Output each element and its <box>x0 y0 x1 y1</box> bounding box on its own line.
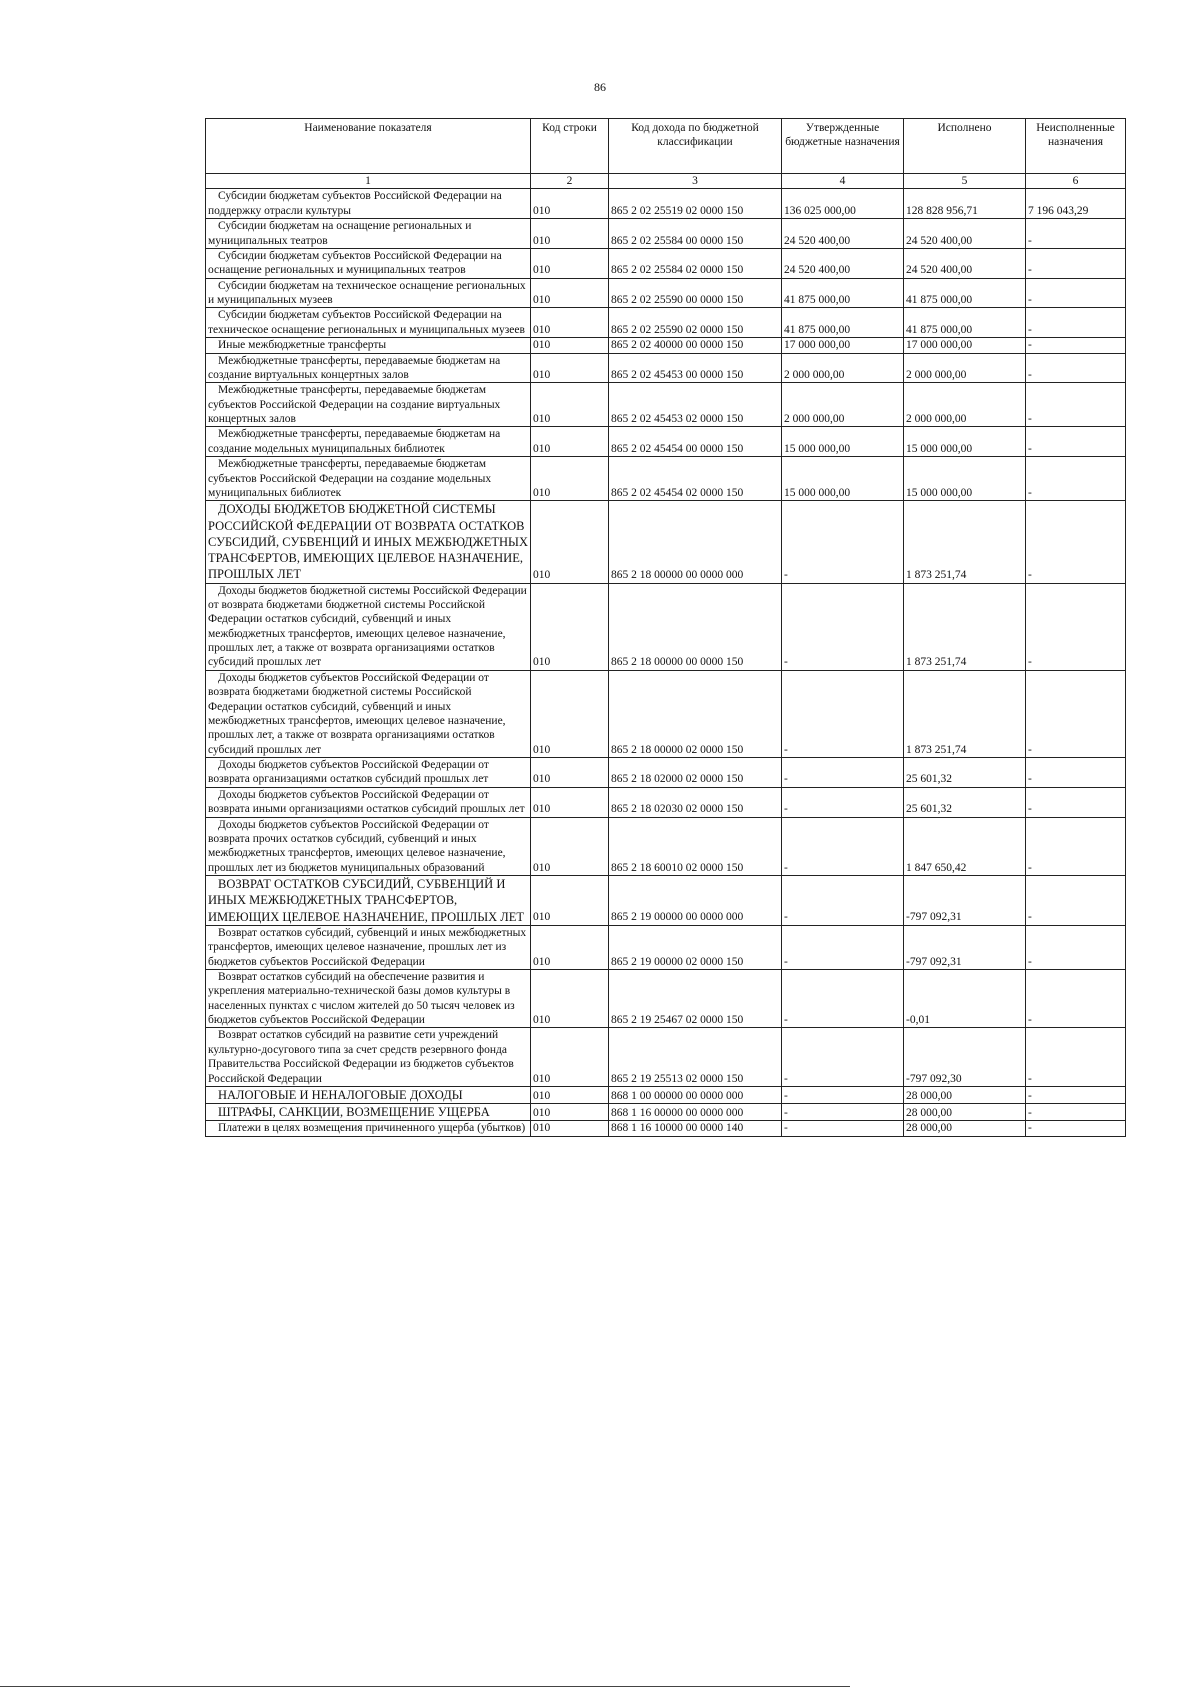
header-row <box>206 119 1126 174</box>
row-executed: 41 875 000,00 <box>904 278 1026 308</box>
row-kbk: 868 1 16 00000 00 0000 000 <box>609 1104 782 1121</box>
row-code: 010 <box>531 308 609 338</box>
row-approved: - <box>782 787 904 817</box>
row-executed: 1 873 251,74 <box>904 670 1026 757</box>
header-name: Наименование показателя <box>206 119 531 174</box>
row-approved: - <box>782 925 904 969</box>
row-executed: 24 520 400,00 <box>904 248 1026 278</box>
row-approved: - <box>782 876 904 926</box>
row-approved: - <box>782 1104 904 1121</box>
table-row <box>206 1086 1126 1103</box>
header-kbk: Код дохода по бюджетной классификации <box>609 119 782 174</box>
row-name: ДОХОДЫ БЮДЖЕТОВ БЮДЖЕТНОЙ СИСТЕМЫ РОССИЙСКОЙ ФЕДЕРАЦИИ ОТ ВОЗВРАТА ОСТАТКОВ СУБСИДИЙ, СУБВЕНЦИЙ И ИНЫХ МЕЖБЮДЖЕТНЫХ ТРАНСФЕРТОВ, ИМЕЮЩИХ ЦЕЛЕВОЕ НАЗНАЧЕНИЕ, ПРОШЛЫХ ЛЕТ <box>206 501 531 583</box>
row-executed: -797 092,30 <box>904 1028 1026 1087</box>
row-unexecuted: - <box>1026 670 1126 757</box>
row-approved: 15 000 000,00 <box>782 457 904 501</box>
row-approved: - <box>782 670 904 757</box>
row-code: 010 <box>531 427 609 457</box>
row-code: 010 <box>531 457 609 501</box>
column-number: 5 <box>904 174 1026 189</box>
row-approved: 41 875 000,00 <box>782 278 904 308</box>
row-kbk: 865 2 02 45454 00 0000 150 <box>609 427 782 457</box>
row-executed: 1 873 251,74 <box>904 583 1026 670</box>
table-row <box>206 219 1126 249</box>
row-unexecuted: - <box>1026 457 1126 501</box>
row-approved: 136 025 000,00 <box>782 189 904 219</box>
row-code: 010 <box>531 383 609 427</box>
table-row <box>206 1104 1126 1121</box>
row-kbk: 865 2 18 00000 02 0000 150 <box>609 670 782 757</box>
row-code: 010 <box>531 501 609 583</box>
row-unexecuted: - <box>1026 758 1126 788</box>
row-kbk: 865 2 02 45454 02 0000 150 <box>609 457 782 501</box>
row-approved: 15 000 000,00 <box>782 427 904 457</box>
row-name: Доходы бюджетов субъектов Российской Федерации от возврата иными организациями остатков субсидий прошлых лет <box>206 787 531 817</box>
row-unexecuted: - <box>1026 787 1126 817</box>
row-approved: - <box>782 1028 904 1087</box>
row-name: Платежи в целях возмещения причиненного ущерба (убытков) <box>206 1121 531 1136</box>
column-number: 6 <box>1026 174 1126 189</box>
row-code: 010 <box>531 817 609 876</box>
row-executed: 2 000 000,00 <box>904 353 1026 383</box>
header-unexecuted: Неисполненные назначения <box>1026 119 1126 174</box>
table-row <box>206 758 1126 788</box>
row-kbk: 865 2 19 00000 02 0000 150 <box>609 925 782 969</box>
column-numbers-row <box>206 174 1126 189</box>
row-kbk: 865 2 02 40000 00 0000 150 <box>609 338 782 353</box>
row-unexecuted: - <box>1026 1121 1126 1136</box>
table-row <box>206 457 1126 501</box>
table-row <box>206 670 1126 757</box>
row-executed: 25 601,32 <box>904 758 1026 788</box>
row-code: 010 <box>531 583 609 670</box>
row-approved: - <box>782 1086 904 1103</box>
row-unexecuted: - <box>1026 278 1126 308</box>
header-approved: Утвержденные бюджетные назначения <box>782 119 904 174</box>
table-row <box>206 353 1126 383</box>
row-name: НАЛОГОВЫЕ И НЕНАЛОГОВЫЕ ДОХОДЫ <box>206 1086 531 1103</box>
row-code: 010 <box>531 1086 609 1103</box>
row-executed: -797 092,31 <box>904 925 1026 969</box>
row-executed: -797 092,31 <box>904 876 1026 926</box>
row-code: 010 <box>531 1028 609 1087</box>
row-unexecuted: - <box>1026 1104 1126 1121</box>
row-approved: 41 875 000,00 <box>782 308 904 338</box>
column-number: 4 <box>782 174 904 189</box>
row-name: ШТРАФЫ, САНКЦИИ, ВОЗМЕЩЕНИЕ УЩЕРБА <box>206 1104 531 1121</box>
row-approved: - <box>782 969 904 1028</box>
row-name: Иные межбюджетные трансферты <box>206 338 531 353</box>
row-unexecuted: - <box>1026 1028 1126 1087</box>
row-approved: - <box>782 758 904 788</box>
row-kbk: 865 2 19 25513 02 0000 150 <box>609 1028 782 1087</box>
row-unexecuted: - <box>1026 353 1126 383</box>
table-row <box>206 248 1126 278</box>
row-code: 010 <box>531 278 609 308</box>
row-name: Межбюджетные трансферты, передаваемые бюджетам на создание виртуальных концертных залов <box>206 353 531 383</box>
row-code: 010 <box>531 925 609 969</box>
table-row <box>206 787 1126 817</box>
row-kbk: 865 2 02 25584 00 0000 150 <box>609 219 782 249</box>
table-row <box>206 278 1126 308</box>
row-kbk: 868 1 16 10000 00 0000 140 <box>609 1121 782 1136</box>
row-code: 010 <box>531 1121 609 1136</box>
row-executed: 28 000,00 <box>904 1121 1026 1136</box>
page-number: 86 <box>594 80 606 94</box>
table-row <box>206 501 1126 583</box>
row-kbk: 865 2 18 02030 02 0000 150 <box>609 787 782 817</box>
row-name: Субсидии бюджетам на техническое оснащение региональных и муниципальных музеев <box>206 278 531 308</box>
row-kbk: 868 1 00 00000 00 0000 000 <box>609 1086 782 1103</box>
row-code: 010 <box>531 219 609 249</box>
row-code: 010 <box>531 189 609 219</box>
row-executed: 41 875 000,00 <box>904 308 1026 338</box>
row-code: 010 <box>531 758 609 788</box>
row-code: 010 <box>531 787 609 817</box>
row-executed: 15 000 000,00 <box>904 427 1026 457</box>
row-name: Возврат остатков субсидий, субвенций и иных межбюджетных трансфертов, имеющих целевое назначение, прошлых лет из бюджетов субъектов Российской Федерации <box>206 925 531 969</box>
row-executed: 28 000,00 <box>904 1104 1026 1121</box>
column-number: 2 <box>531 174 609 189</box>
column-number: 1 <box>206 174 531 189</box>
row-name: Доходы бюджетов субъектов Российской Федерации от возврата бюджетами бюджетной системы Российской Федерации остатков субсидий, субвенций и иных межбюджетных трансфертов, имеющих целевое назначение, прошлых лет, а также от возврата организациями остатков субсидий прошлых лет <box>206 670 531 757</box>
header-executed: Исполнено <box>904 119 1026 174</box>
row-name: Возврат остатков субсидий на обеспечение развития и укрепления материально-технической базы домов культуры в населенных пунктах с числом жителей до 50 тысяч человек из бюджетов субъектов Российской Федерации <box>206 969 531 1028</box>
row-executed: -0,01 <box>904 969 1026 1028</box>
row-unexecuted: - <box>1026 427 1126 457</box>
row-name: Межбюджетные трансферты, передаваемые бюджетам субъектов Российской Федерации на создание модельных муниципальных библиотек <box>206 457 531 501</box>
row-code: 010 <box>531 338 609 353</box>
row-kbk: 865 2 02 25584 02 0000 150 <box>609 248 782 278</box>
row-executed: 17 000 000,00 <box>904 338 1026 353</box>
table-row <box>206 427 1126 457</box>
row-kbk: 865 2 18 60010 02 0000 150 <box>609 817 782 876</box>
row-code: 010 <box>531 670 609 757</box>
row-kbk: 865 2 02 45453 02 0000 150 <box>609 383 782 427</box>
row-unexecuted: - <box>1026 925 1126 969</box>
row-approved: 2 000 000,00 <box>782 353 904 383</box>
row-kbk: 865 2 02 25590 00 0000 150 <box>609 278 782 308</box>
table-row <box>206 876 1126 926</box>
row-executed: 15 000 000,00 <box>904 457 1026 501</box>
row-approved: - <box>782 817 904 876</box>
row-executed: 25 601,32 <box>904 787 1026 817</box>
table-row <box>206 817 1126 876</box>
table-body <box>206 189 1126 1136</box>
table-row <box>206 189 1126 219</box>
row-executed: 28 000,00 <box>904 1086 1026 1103</box>
row-name: Субсидии бюджетам субъектов Российской Федерации на оснащение региональных и муниципальных театров <box>206 248 531 278</box>
row-name: Доходы бюджетов субъектов Российской Федерации от возврата организациями остатков субсидий прошлых лет <box>206 758 531 788</box>
row-unexecuted: - <box>1026 383 1126 427</box>
header-row-code: Код строки <box>531 119 609 174</box>
table-row <box>206 383 1126 427</box>
row-name: Межбюджетные трансферты, передаваемые бюджетам на создание модельных муниципальных библиотек <box>206 427 531 457</box>
row-unexecuted: - <box>1026 248 1126 278</box>
row-unexecuted: - <box>1026 876 1126 926</box>
row-unexecuted: - <box>1026 583 1126 670</box>
row-executed: 128 828 956,71 <box>904 189 1026 219</box>
row-executed: 1 873 251,74 <box>904 501 1026 583</box>
row-approved: 24 520 400,00 <box>782 219 904 249</box>
row-name: Межбюджетные трансферты, передаваемые бюджетам субъектов Российской Федерации на создание виртуальных концертных залов <box>206 383 531 427</box>
table-row <box>206 969 1126 1028</box>
row-unexecuted: - <box>1026 308 1126 338</box>
row-kbk: 865 2 18 00000 00 0000 000 <box>609 501 782 583</box>
row-unexecuted: 7 196 043,29 <box>1026 189 1126 219</box>
row-approved: 24 520 400,00 <box>782 248 904 278</box>
table-row <box>206 1028 1126 1087</box>
row-name: Субсидии бюджетам субъектов Российской Федерации на техническое оснащение региональных и муниципальных музеев <box>206 308 531 338</box>
table-row <box>206 308 1126 338</box>
row-name: Субсидии бюджетам на оснащение региональных и муниципальных театров <box>206 219 531 249</box>
row-unexecuted: - <box>1026 219 1126 249</box>
row-name: Субсидии бюджетам субъектов Российской Федерации на поддержку отрасли культуры <box>206 189 531 219</box>
row-kbk: 865 2 02 45453 00 0000 150 <box>609 353 782 383</box>
table-row <box>206 583 1126 670</box>
row-code: 010 <box>531 876 609 926</box>
row-kbk: 865 2 02 25519 02 0000 150 <box>609 189 782 219</box>
row-approved: - <box>782 1121 904 1136</box>
row-kbk: 865 2 18 00000 00 0000 150 <box>609 583 782 670</box>
row-name: Доходы бюджетов бюджетной системы Российской Федерации от возврата бюджетами бюджетной системы Российской Федерации остатков субсидий, субвенций и иных межбюджетных трансфертов, имеющих целевое назначение, прошлых лет, а также от возврата организациями остатков субсидий прошлых лет <box>206 583 531 670</box>
scan-edge-line <box>0 1686 850 1687</box>
row-code: 010 <box>531 969 609 1028</box>
row-approved: - <box>782 583 904 670</box>
row-unexecuted: - <box>1026 501 1126 583</box>
row-approved: 17 000 000,00 <box>782 338 904 353</box>
row-executed: 2 000 000,00 <box>904 383 1026 427</box>
row-approved: 2 000 000,00 <box>782 383 904 427</box>
row-executed: 24 520 400,00 <box>904 219 1026 249</box>
row-kbk: 865 2 19 25467 02 0000 150 <box>609 969 782 1028</box>
row-code: 010 <box>531 1104 609 1121</box>
budget-report-table <box>205 118 1126 1137</box>
row-name: Доходы бюджетов субъектов Российской Федерации от возврата прочих остатков субсидий, субвенций и иных межбюджетных трансфертов, имеющих целевое назначение, прошлых лет из бюджетов муниципальных образований <box>206 817 531 876</box>
row-executed: 1 847 650,42 <box>904 817 1026 876</box>
row-name: ВОЗВРАТ ОСТАТКОВ СУБСИДИЙ, СУБВЕНЦИЙ И ИНЫХ МЕЖБЮДЖЕТНЫХ ТРАНСФЕРТОВ, ИМЕЮЩИХ ЦЕЛЕВОЕ НАЗНАЧЕНИЕ, ПРОШЛЫХ ЛЕТ <box>206 876 531 926</box>
row-kbk: 865 2 19 00000 00 0000 000 <box>609 876 782 926</box>
row-kbk: 865 2 18 02000 02 0000 150 <box>609 758 782 788</box>
row-unexecuted: - <box>1026 817 1126 876</box>
table-row <box>206 925 1126 969</box>
row-name: Возврат остатков субсидий на развитие сети учреждений культурно-досугового типа за счет средств резервного фонда Правительства Российской Федерации из бюджетов субъектов Российской Федерации <box>206 1028 531 1087</box>
row-code: 010 <box>531 353 609 383</box>
row-approved: - <box>782 501 904 583</box>
column-number: 3 <box>609 174 782 189</box>
row-code: 010 <box>531 248 609 278</box>
row-kbk: 865 2 02 25590 02 0000 150 <box>609 308 782 338</box>
row-unexecuted: - <box>1026 338 1126 353</box>
table-row <box>206 338 1126 353</box>
row-unexecuted: - <box>1026 969 1126 1028</box>
row-unexecuted: - <box>1026 1086 1126 1103</box>
table-row <box>206 1121 1126 1136</box>
